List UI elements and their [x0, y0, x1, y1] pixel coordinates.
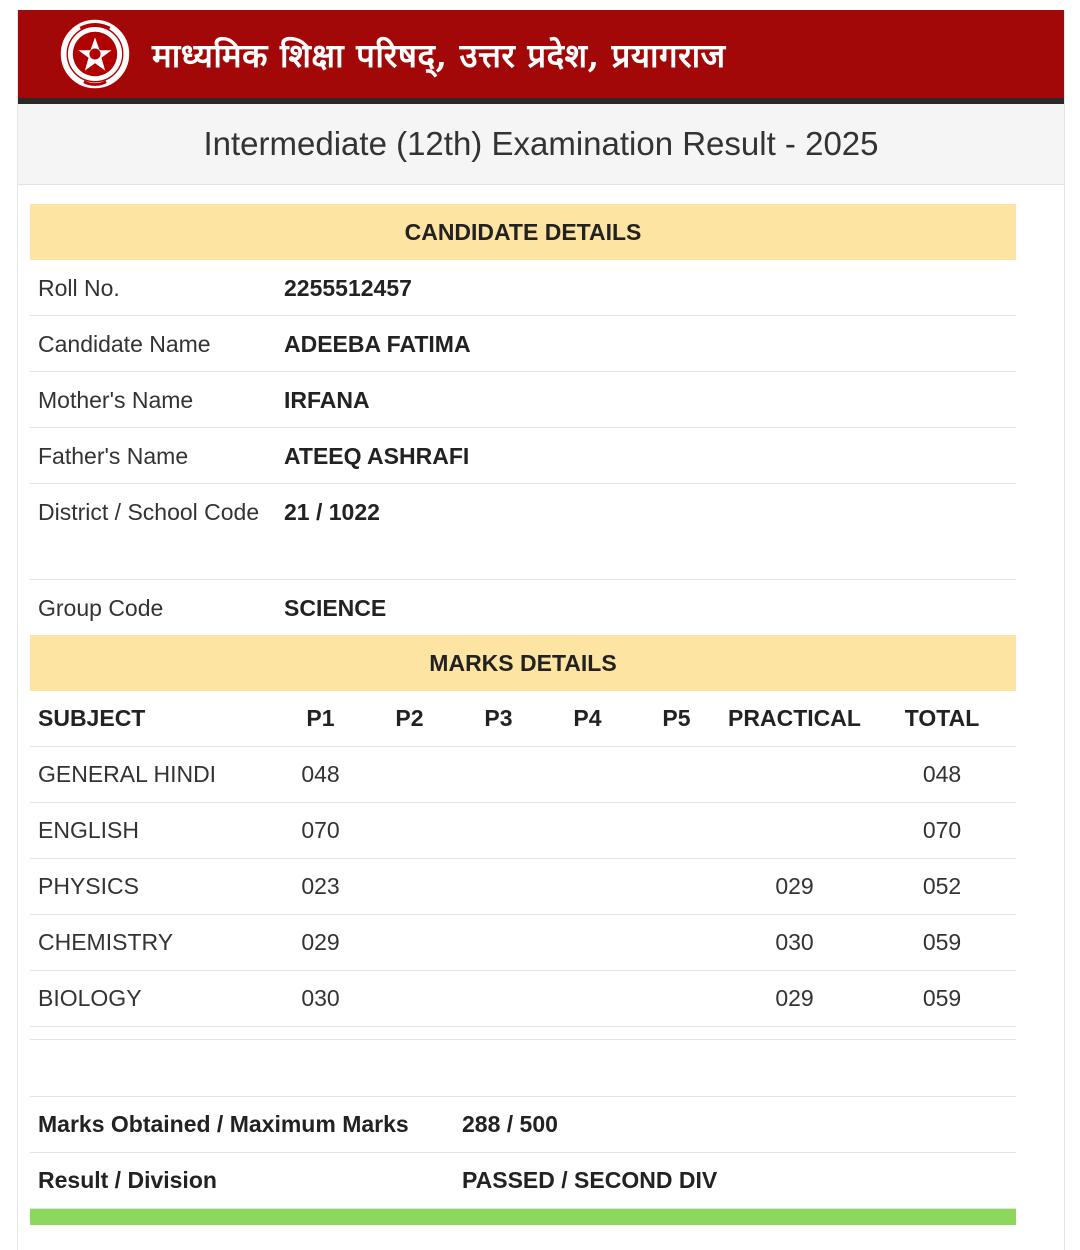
total-cell: 052: [868, 859, 1016, 915]
subject-cell: ENGLISH: [30, 803, 276, 859]
father-row: [30, 428, 1016, 484]
school-label: District / School Code: [38, 499, 260, 525]
col-subject: SUBJECT: [30, 691, 276, 747]
marks-table: [30, 691, 1016, 1027]
table-spacer: [30, 1027, 1016, 1040]
p4-cell: [543, 915, 632, 971]
p5-cell: [632, 803, 721, 859]
result-summary-label: Result / Division: [38, 1167, 217, 1193]
p5-cell: [632, 747, 721, 803]
result-summary-value: PASSED / SECOND DIV: [462, 1167, 718, 1193]
practical-cell: 029: [721, 971, 868, 1027]
p3-cell: [454, 747, 543, 803]
col-p4: P4: [543, 691, 632, 747]
total-cell: 059: [868, 971, 1016, 1027]
mother-row: [30, 372, 1016, 428]
col-p3: P3: [454, 691, 543, 747]
marks-summary-value: 288 / 500: [462, 1111, 558, 1137]
p3-cell: [454, 859, 543, 915]
exam-title-bar: [18, 104, 1064, 185]
name-label: Candidate Name: [38, 331, 211, 357]
p2-cell: [365, 859, 454, 915]
col-practical: PRACTICAL: [721, 691, 868, 747]
p4-cell: [543, 859, 632, 915]
p1-cell: 048: [276, 747, 365, 803]
name-row: [30, 316, 1016, 372]
p3-cell: [454, 915, 543, 971]
p2-cell: [365, 971, 454, 1027]
group-value: SCIENCE: [284, 595, 387, 621]
col-total: TOTAL: [868, 691, 1016, 747]
p3-cell: [454, 803, 543, 859]
practical-cell: 029: [721, 859, 868, 915]
p4-cell: [543, 747, 632, 803]
p5-cell: [632, 859, 721, 915]
p2-cell: [365, 747, 454, 803]
table-row: [30, 859, 1016, 915]
school-row: [30, 484, 1016, 580]
p2-cell: [365, 915, 454, 971]
exam-title: Intermediate (12th) Examination Result - 2025: [203, 125, 879, 162]
col-p5: P5: [632, 691, 721, 747]
p5-cell: [632, 971, 721, 1027]
board-title: माध्यमिक शिक्षा परिषद्, उत्तर प्रदेश, प्रयागराज: [152, 35, 726, 75]
practical-cell: [721, 803, 868, 859]
p1-cell: 023: [276, 859, 365, 915]
subject-cell: GENERAL HINDI: [30, 747, 276, 803]
name-value: ADEEBA FATIMA: [284, 331, 471, 357]
table-row: [30, 803, 1016, 859]
practical-cell: [721, 747, 868, 803]
result-summary-row: [30, 1153, 1016, 1209]
p1-cell: 070: [276, 803, 365, 859]
marks-details-heading: MARKS DETAILS: [30, 635, 1016, 691]
candidate-details-heading: CANDIDATE DETAILS: [30, 204, 1016, 260]
table-row: [30, 747, 1016, 803]
p1-cell: 029: [276, 915, 365, 971]
p4-cell: [543, 803, 632, 859]
summary-gap: [30, 1040, 1016, 1097]
table-row: [30, 915, 1016, 971]
board-emblem-icon: [58, 17, 132, 91]
group-label: Group Code: [38, 595, 164, 621]
roll-label: Roll No.: [38, 275, 120, 301]
subject-cell: BIOLOGY: [30, 971, 276, 1027]
school-value: 21 / 1022: [284, 499, 380, 525]
total-cell: 070: [868, 803, 1016, 859]
total-cell: 059: [868, 915, 1016, 971]
total-cell: 048: [868, 747, 1016, 803]
marks-summary-row: [30, 1097, 1016, 1153]
subject-cell: CHEMISTRY: [30, 915, 276, 971]
roll-value: 2255512457: [284, 275, 412, 301]
p2-cell: [365, 803, 454, 859]
result-status-bar: [30, 1209, 1016, 1225]
practical-cell: 030: [721, 915, 868, 971]
marks-header-row: [30, 691, 1016, 747]
mother-label: Mother's Name: [38, 387, 194, 413]
p5-cell: [632, 915, 721, 971]
header-banner: [18, 10, 1064, 104]
mother-value: IRFANA: [284, 387, 370, 413]
table-row: [30, 971, 1016, 1027]
result-content: [30, 204, 1016, 1225]
father-value: ATEEQ ASHRAFI: [284, 443, 470, 469]
roll-row: [30, 260, 1016, 316]
p1-cell: 030: [276, 971, 365, 1027]
group-row: [30, 580, 1016, 635]
p4-cell: [543, 971, 632, 1027]
marks-summary-label: Marks Obtained / Maximum Marks: [38, 1111, 409, 1137]
p3-cell: [454, 971, 543, 1027]
subject-cell: PHYSICS: [30, 859, 276, 915]
col-p2: P2: [365, 691, 454, 747]
father-label: Father's Name: [38, 443, 189, 469]
col-p1: P1: [276, 691, 365, 747]
